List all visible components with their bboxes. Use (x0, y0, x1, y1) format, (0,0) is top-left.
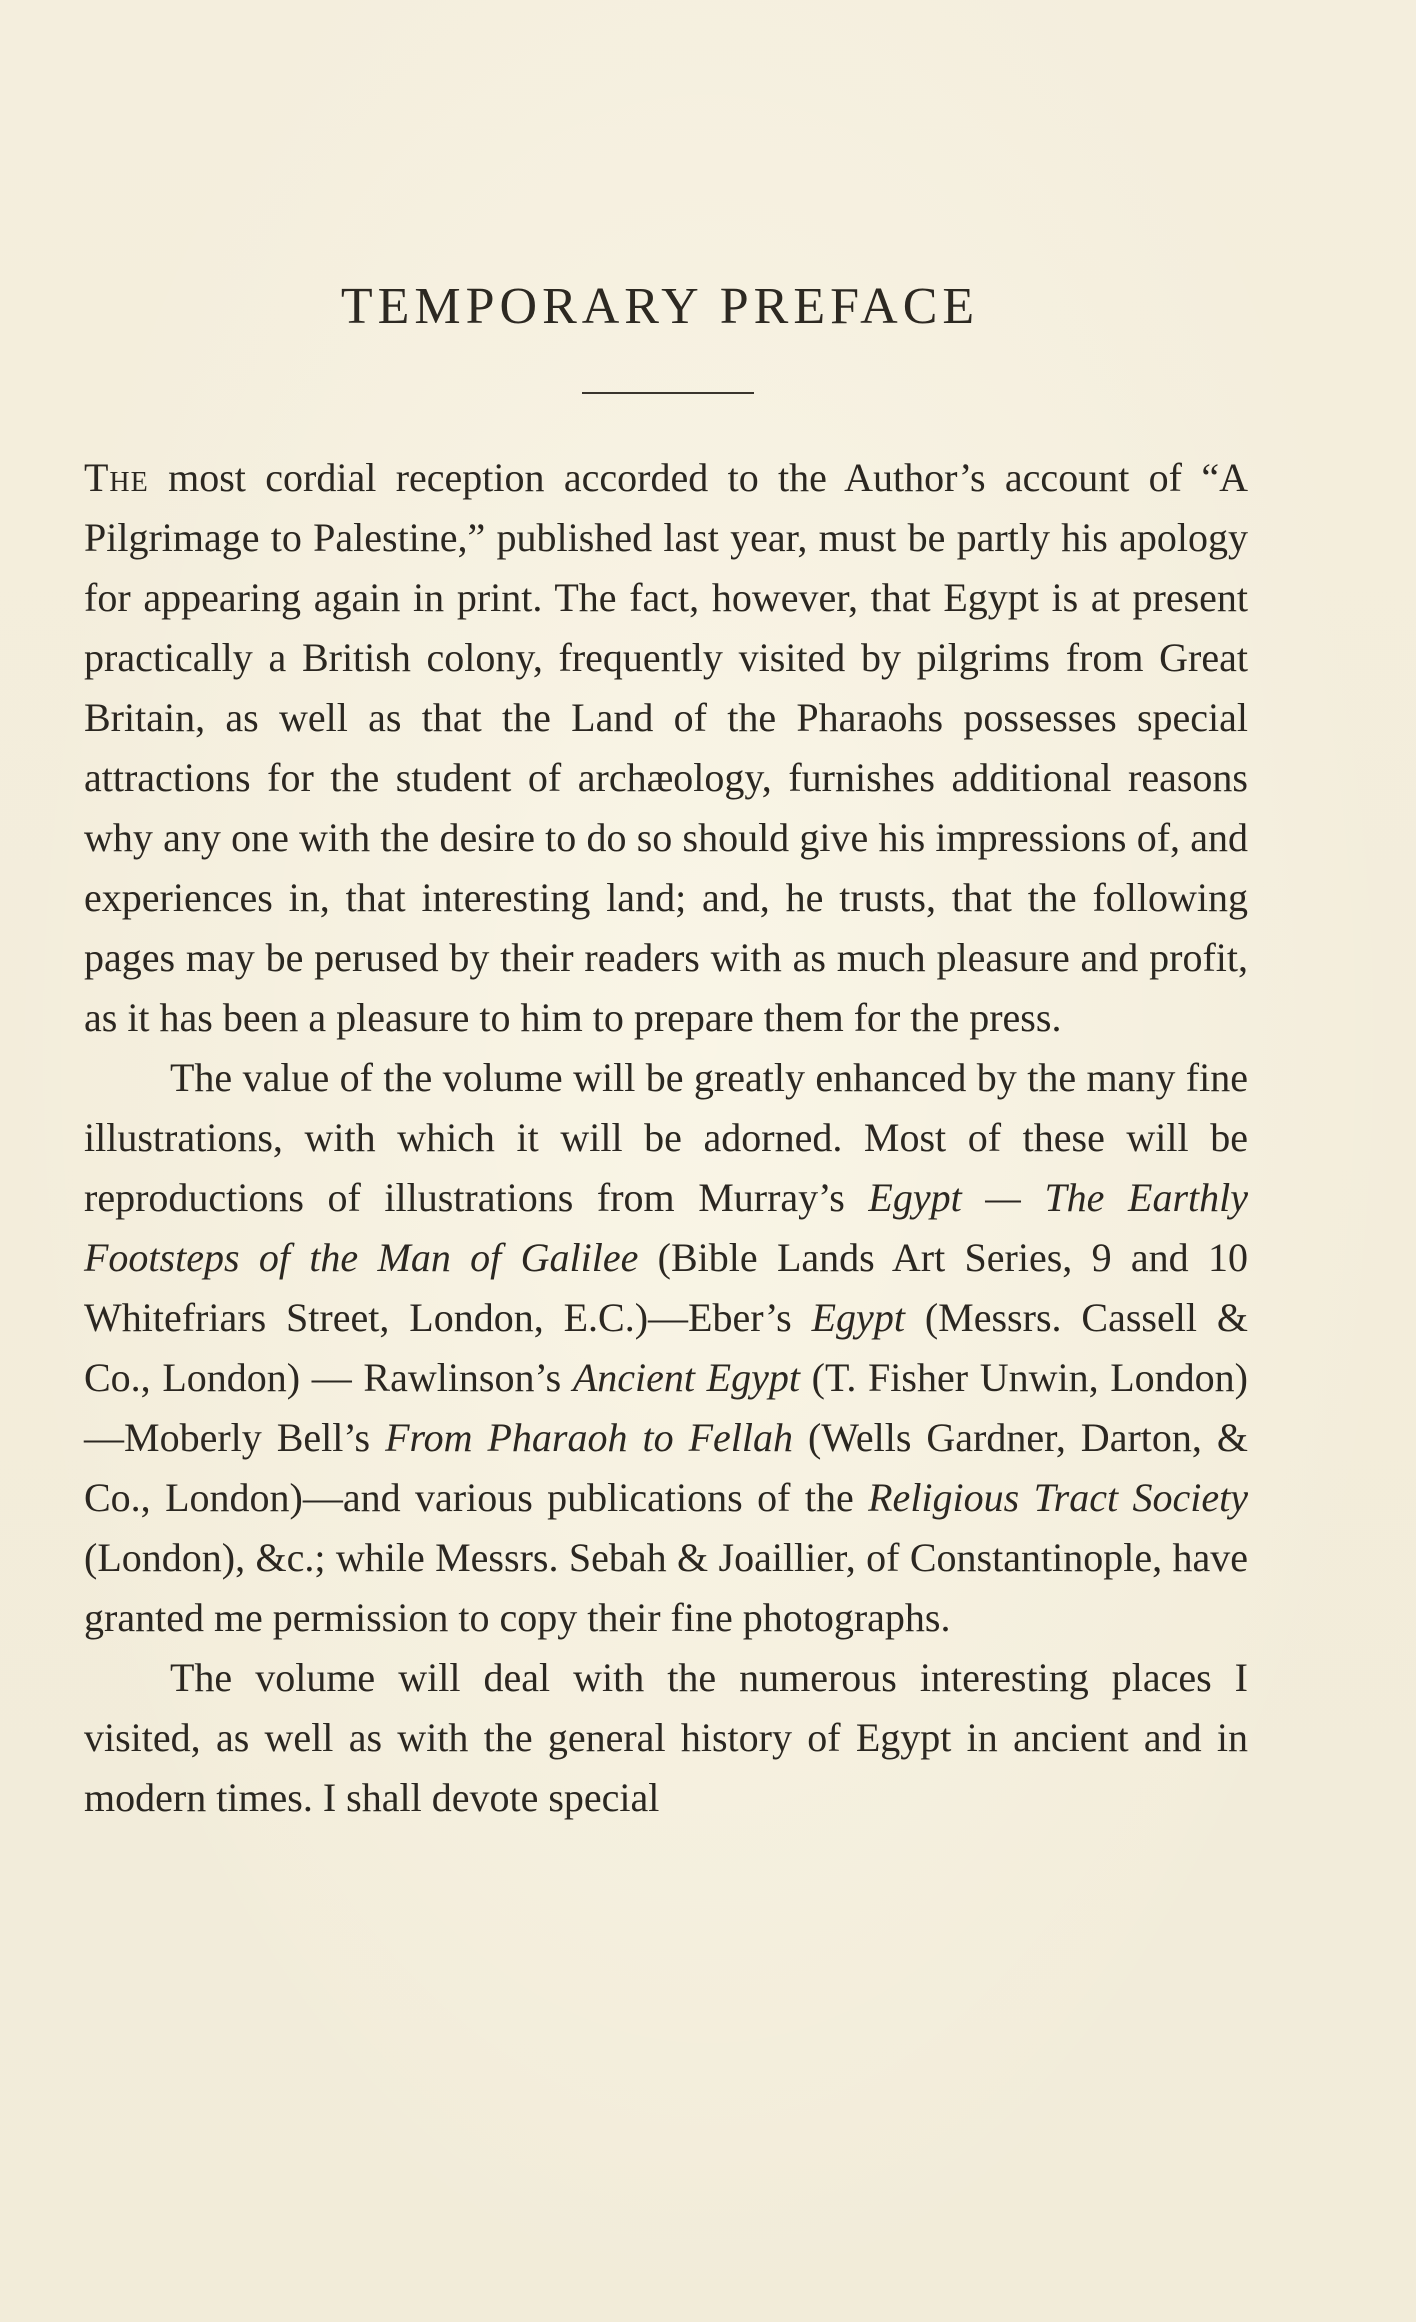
paragraph-2-text-4: (T. Fisher Unwin, London)—Moberly Bell’s (84, 1355, 1248, 1460)
title-murray-egypt: Egypt — The Earthly Footsteps of the Man of Galilee (84, 1175, 1248, 1280)
paragraph-2-text-1: The value of the volume will be greatly enhanced by the many fine illustrations, with which it will be adorned. Most of these will be reproductions of illustrations from Murray’s (84, 1055, 1248, 1220)
paragraph-3 (84, 1648, 1248, 1828)
paragraph-2 (84, 1048, 1248, 1648)
paragraph-1 (84, 448, 1248, 1048)
title-ancient-egypt: Ancient Egypt (572, 1355, 800, 1400)
paragraph-1-text: most cordial reception accorded to the Author’s account of “A Pilgrimage to Palestine,” published last year, must be partly his apology for appearing again in print. The fact, however, that Egypt is at present practically a British colony, frequently visited by pilgrims from Great Britain, as well as that the Land of the Pharaohs possesses special attractions for the student of archæology, furnishes additional reasons why any one with the desire to do so should give his impressions of, and experiences in, that interesting land; and, he trusts, that the following pages may be perused by their readers with as much pleasure and profit, as it has been a pleasure to him to prepare them for the press. (84, 455, 1248, 1040)
paragraph-1-lead: The (84, 455, 149, 500)
title-ebers-egypt: Egypt (811, 1295, 905, 1340)
title-pharaoh-to-fellah: From Pharaoh to Fellah (385, 1415, 793, 1460)
page-title: TEMPORARY PREFACE (340, 278, 980, 335)
paragraph-2-text-3: (Messrs. Cassell & Co., London) — Rawlinson’s (84, 1295, 1248, 1400)
title-rule (582, 392, 754, 394)
preface-body (84, 448, 1248, 1828)
title-religious-tract-society: Religious Tract Society (868, 1475, 1248, 1520)
paragraph-2-text-6: (London), &c.; while Messrs. Sebah & Joaillier, of Constantinople, have granted me permission to copy their fine photographs. (84, 1535, 1248, 1640)
paragraph-3-text: The volume will deal with the numerous interesting places I visited, as well as with the general history of Egypt in ancient and in modern times. I shall devote special (84, 1655, 1248, 1820)
paragraph-2-text-5: (Wells Gardner, Darton, & Co., London)—and various publications of the (84, 1415, 1248, 1520)
paragraph-2-text-2: (Bible Lands Art Series, 9 and 10 Whitefriars Street, London, E.C.)—Eber’s (84, 1235, 1248, 1340)
